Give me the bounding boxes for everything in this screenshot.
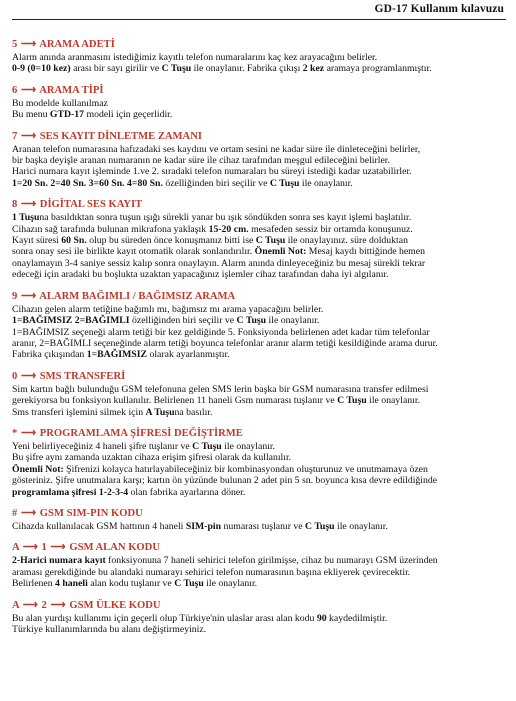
body-text: mesafeden sessiz bir ortamda konuşunuz.: [248, 223, 413, 235]
body-text: Bu menu: [12, 109, 50, 121]
section-text-line: [12, 166, 506, 177]
section-text-line: [12, 384, 506, 395]
body-text: sonra onay sesi ile birlikte kayıt otomatik olarak sonlandırılır.: [12, 246, 255, 258]
section-title: [12, 427, 506, 440]
section-title-text: A: [12, 599, 22, 611]
section-text-line: [12, 395, 506, 406]
bold-text: C Tuşu: [337, 395, 367, 407]
arrow-right-icon: ⟶: [20, 39, 37, 50]
section-text-line: [12, 235, 506, 246]
arrow-right-icon: ⟶: [20, 130, 37, 142]
section-title-text: #: [12, 507, 20, 519]
section-text-line: [12, 304, 506, 315]
bold-text: C Tuşu: [161, 63, 192, 75]
bold-text: 1=BAĞIMSIZ: [86, 349, 148, 361]
bold-text: programlama şifresi 1-2-3-4: [12, 486, 129, 498]
arrow-right-icon: ⟶: [50, 599, 66, 611]
section-title-text: PROGRAMLAMA ŞİFRESİ DEĞİŞTİRME: [37, 427, 243, 439]
section-title-text: 9: [12, 290, 20, 302]
body-text: olarak ayarlanmıştır.: [147, 349, 230, 361]
bold-text: Önemli Not:: [254, 246, 307, 258]
arrow-right-icon: ⟶: [20, 290, 37, 302]
section-title-text: 1: [38, 542, 50, 554]
body-text: ile onaylanır.: [299, 177, 353, 189]
section-text-line: [12, 212, 506, 223]
section-text-line: [12, 487, 506, 498]
header-title: GD-17 Kullanım kılavuzu: [374, 3, 504, 15]
body-text: Şifrenizi kolayca hatırlayabileceğiniz bir kombinasyondan oluşturunuz ve unutmamaya özen: [63, 463, 428, 475]
body-text: Cihazın sağ tarafında bulunan mikrafona yaklaşık: [12, 223, 209, 235]
bold-text: 1=BAĞIMSIZ 2=BAĞIMLI: [12, 315, 130, 327]
section-text-line: [12, 521, 506, 532]
header-divider: [12, 19, 506, 20]
arrow-right-icon: ⟶: [50, 542, 66, 554]
section-title-text: GSM SIM-PIN KODU: [37, 507, 143, 519]
section-text-line: [12, 567, 506, 578]
body-text: edeceği için aradaki bu boşlukta uzaktan yapacağınız işlemler cihaz tarafından daha iyi algılanır.: [12, 269, 389, 281]
arrow-right-icon: ⟶: [20, 507, 37, 519]
bold-text: 15-20 cm.: [208, 223, 249, 235]
body-text: Cihazın gelen alarm tetiğine bağımlı mı, bağımsız mı arama yapacağını belirler.: [12, 303, 324, 315]
section-title-text: 8: [12, 199, 20, 211]
bold-text: 1 Tuşu: [12, 212, 40, 224]
arrow-right-icon: ⟶: [20, 370, 37, 382]
section-title: [12, 84, 506, 97]
section-title: [12, 507, 506, 520]
section-title: [12, 290, 506, 303]
section-text-line: [12, 269, 506, 280]
bold-text: 60 Sn.: [61, 235, 87, 247]
body-text: fonksiyonuna 7 haneli sehirici telefon girilmişse, cihaz bu numarayı GSM üzerinden: [105, 555, 438, 567]
section-title-text: GSM ALAN KODU: [66, 542, 160, 554]
body-text: Bu şifre aynı zamanda uzaktan cihaza erişim şifresi olarak da kullanılır.: [12, 452, 292, 464]
section-text-line: [12, 109, 506, 120]
bold-text: C Tuşu: [174, 578, 204, 590]
section-title-text: 7: [12, 130, 20, 142]
body-text: Sms transferi işlemini silmek için: [12, 406, 146, 418]
body-text: Cihazda kullanılacak GSM hattının 4 haneli: [12, 520, 186, 532]
section-text-line: [12, 441, 506, 452]
section-title-text: *: [12, 427, 20, 439]
section-text-line: [12, 178, 506, 189]
body-text: olup bu süreden önce konuşmanız bitti ise: [86, 235, 256, 247]
bold-text: GTD-17: [49, 109, 85, 121]
section-text-line: [12, 52, 506, 63]
section-title: [12, 38, 506, 51]
section-title-text: DİGİTAL SES KAYIT: [37, 199, 143, 211]
bold-text: 90: [316, 612, 327, 624]
section-title-text: 0: [12, 370, 20, 382]
body-text: Aranan telefon numarasına hafızadaki ses kaydını ve ortam sesini ne kadar süre ile dinleteceğini belirler,: [12, 143, 421, 155]
section-title: [12, 130, 506, 143]
body-text: numarası tuşlanır ve: [221, 520, 306, 532]
body-text: alan kodu tuşlanır ve: [87, 578, 175, 590]
body-text: kaydedilmiştir.: [326, 612, 388, 624]
body-text: Alarm anında aranmasını istediğimiz kayıtlı telefon numaralarını kaç kez arayacağını belirler.: [12, 52, 378, 63]
section-text-line: [12, 327, 506, 338]
body-text: Fabrika çıkışından: [12, 349, 87, 361]
body-text: bir başka deyişle aranan numaranın ne kadar süre ile cihaz tarafından meşgul edileceğini belirler.: [12, 155, 390, 167]
body-text: araması gerekdiğinde bu alandaki numarayı sehirici telefon numarasının başına ekliyerek çevirecektir.: [12, 566, 411, 578]
body-text: Belirlenen: [12, 578, 56, 590]
body-text: na basıldıktan sonra tuşun ışığı sürekli yanar bu ışık söndükden sonra ses kayıt işlemi başlatılır.: [39, 212, 412, 224]
section-text-line: [12, 555, 506, 566]
arrow-right-icon: ⟶: [20, 427, 37, 439]
section-title-text: GSM ÜLKE KODU: [66, 599, 161, 611]
body-text: 1=BAĞIMSIZ seçeneği alarm tetiği bir kez geldiğinde 5. Fonksiyonda belirlenen adet kadar tüm telefonlar: [12, 326, 430, 338]
section-title-text: A: [12, 542, 22, 554]
body-text: ile onaylayınız. süre dolduktan: [285, 235, 408, 247]
body-text: ile onaylanır.: [334, 520, 388, 532]
bold-text: 2 kez: [302, 63, 325, 75]
manual-section: [12, 130, 506, 190]
bold-text: C Tuşu: [305, 520, 335, 532]
section-title-text: ARAMA ADETİ: [37, 39, 115, 50]
section-title-text: 5: [12, 39, 20, 50]
bold-text: 2-Harici numara kayıt: [12, 555, 106, 567]
manual-section: [12, 541, 506, 589]
section-text-line: [12, 315, 506, 326]
section-text-line: [12, 475, 506, 486]
section-text-line: [12, 624, 506, 635]
bold-text: 1=20 Sn. 2=40 Sn. 3=60 Sn. 4=80 Sn.: [12, 177, 163, 189]
body-text: modeli için geçerlidir.: [84, 109, 173, 121]
section-text-line: [12, 349, 506, 360]
bold-text: SIM-pin: [185, 520, 222, 532]
section-text-line: [12, 452, 506, 463]
section-text-line: [12, 613, 506, 624]
bold-text: 4 haneli: [55, 578, 88, 590]
bold-text: C Tuşu: [192, 440, 222, 452]
body-text: Harici numara kayıt işleminde 1.ve 2. sıradaki telefon numaraları bu süreyi istediği kadar uzatabilirler.: [12, 166, 412, 178]
section-text-line: [12, 246, 506, 257]
manual-section: [12, 427, 506, 498]
body-text: ile onaylanır.: [221, 440, 276, 452]
section-text-line: [12, 144, 506, 155]
section-text-line: [12, 63, 506, 74]
section-title-text: ALARM BAĞIMLI / BAĞIMSIZ ARAMA: [37, 290, 236, 302]
arrow-right-icon: ⟶: [22, 599, 38, 611]
body-text: aranır, 2=BAĞIMLI seçeneğinde alarm tetiği boyunca telefonlar aranır alarm tetiği kesildiğinde arama durur.: [12, 337, 438, 349]
arrow-right-icon: ⟶: [20, 84, 37, 96]
body-text: Bu alan yurdışı kullanımı için geçerli olup Türkiye'nin ulaslar arası alan kodu: [12, 612, 317, 624]
body-text: na basılır.: [174, 406, 213, 418]
section-title-text: SMS TRANSFERİ: [37, 370, 126, 382]
body-text: özelliğinden biri seçilir ve: [162, 177, 270, 189]
bold-text: C Tuşu: [269, 177, 300, 189]
body-text: Bu modelde kullanılmaz: [12, 97, 108, 109]
body-text: gösteriniz. Şifre unutmalara karşı; kartın ön yüzünde bulunan 2 adet pin 5 sn. boyunca kısa devre edildiğinde: [12, 475, 438, 487]
body-text: aramaya programlanmıştır.: [324, 63, 432, 75]
manual-section: [12, 507, 506, 532]
section-text-line: [12, 258, 506, 269]
section-text-line: [12, 98, 506, 109]
bold-text: C Tuşu: [255, 235, 286, 247]
body-text: Sim kartın bağlı bulunduğu GSM telefonuna gelen SMS lerin başka bir GSM numarasına transfer edilmesi: [12, 383, 429, 395]
section-text-line: [12, 407, 506, 418]
body-text: Türkiye kullanımlarında bu alanı değiştirmeyiniz.: [12, 624, 207, 635]
body-text: Mesaj kaydı bittiğinde hemen: [306, 246, 425, 258]
manual-section: [12, 198, 506, 280]
section-title-text: ARAMA TİPİ: [37, 84, 104, 96]
body-text: ile onaylanır. Fabrika çıkışı: [191, 63, 303, 75]
section-title-text: 2: [38, 599, 50, 611]
section-text-line: [12, 155, 506, 166]
arrow-right-icon: ⟶: [22, 542, 38, 554]
body-text: ile onaylanır.: [266, 315, 320, 327]
manual-content: [12, 38, 506, 644]
manual-section: [12, 370, 506, 418]
section-text-line: [12, 338, 506, 349]
bold-text: Önemli Not:: [12, 463, 64, 475]
page-header: [0, 0, 516, 20]
section-text-line: [12, 464, 506, 475]
body-text: Yeni belirliyeceğiniz 4 haneli şifre tuşlanır ve: [12, 440, 193, 452]
bold-text: A Tuşu: [145, 406, 175, 418]
body-text: ile onaylanır.: [203, 578, 258, 590]
manual-section: [12, 38, 506, 75]
body-text: arası bir sayı girilir ve: [70, 63, 162, 75]
body-text: ile onaylanır.: [366, 395, 421, 407]
section-title-text: SES KAYIT DİNLETME ZAMANI: [37, 130, 202, 142]
section-title: [12, 198, 506, 211]
body-text: özelliğinden biri seçilir ve: [129, 315, 237, 327]
section-title-text: 6: [12, 84, 20, 96]
body-text: gerekiyorsa bu fonksiyon kullanılır. Belirlenen 11 haneli Gsm numarası tuşlanır ve: [12, 395, 338, 407]
manual-section: [12, 290, 506, 361]
body-text: olan fabrika ayarlarına döner.: [128, 486, 246, 498]
section-text-line: [12, 224, 506, 235]
section-title: [12, 599, 506, 612]
manual-section: [12, 84, 506, 121]
section-title: [12, 541, 506, 554]
bold-text: C Tuşu: [236, 315, 267, 327]
arrow-right-icon: ⟶: [20, 199, 37, 211]
section-title: [12, 370, 506, 383]
section-text-line: [12, 578, 506, 589]
body-text: Kayıt süresi: [12, 235, 62, 247]
body-text: onaylamayın 3-4 saniye sessiz kalıp sonra onaylayın. Alarm anında dinleyeceğiniz bu mesaj sürekli tekrar: [12, 257, 426, 269]
manual-section: [12, 599, 506, 636]
bold-text: 0-9 (0=10 kez): [12, 63, 71, 75]
